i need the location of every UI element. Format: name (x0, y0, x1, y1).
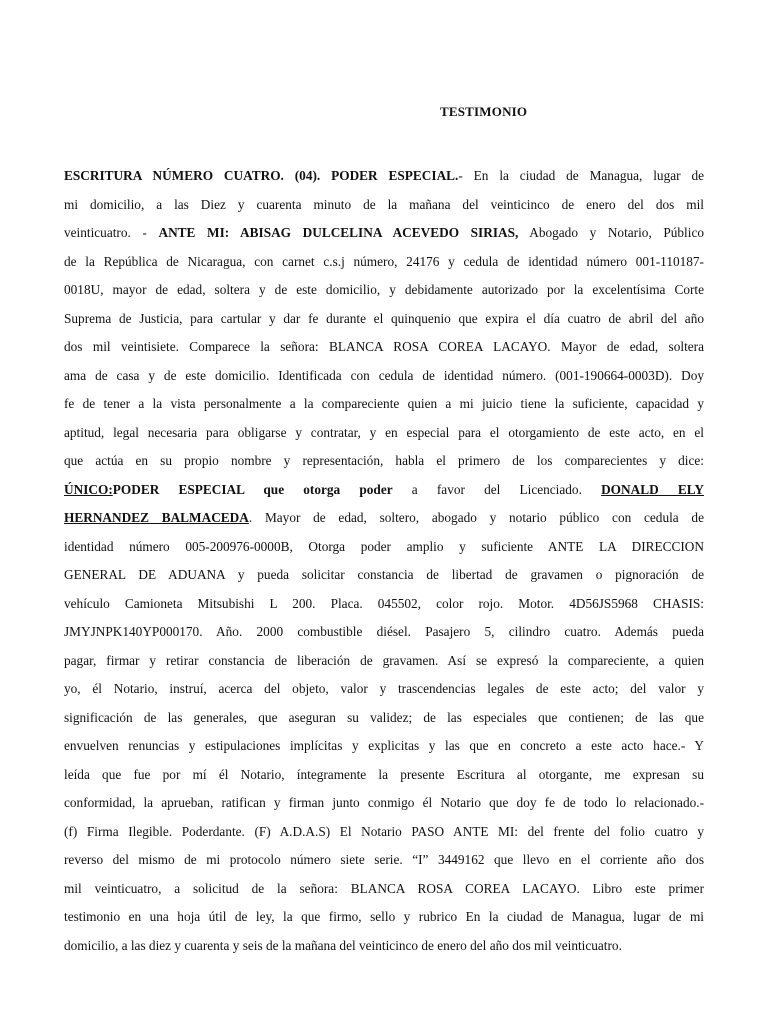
text-line (64, 539, 704, 568)
text-segment: yo, él Notario, instruí, acerca del objeto, valor y trascendencias legales de este acto; del valor y (64, 681, 704, 696)
text-line (64, 824, 704, 853)
text-line (64, 197, 704, 226)
text-line (64, 852, 704, 881)
text-segment: de la República de Nicaragua, con carnet c.s.j número, 24176 y cedula de identidad número 001-110187- (64, 253, 704, 269)
text-segment: vehículo Camioneta Mitsubishi L 200. Placa. 045502, color rojo. Motor. 4D56JS5968 CHASIS: (64, 595, 704, 611)
text-segment: dos mil veintisiete. Comparece la señora: BLANCA ROSA COREA LACAYO. Mayor de edad, soltera (64, 339, 704, 354)
text-segment: que actúa en su propio nombre y representación, habla el primero de los comparecientes y dice: (64, 453, 704, 468)
text-line (64, 225, 704, 254)
text-segment: GENERAL DE ADUANA y pueda solicitar constancia de libertad de gravamen o pignoración de (64, 567, 704, 582)
text-segment: ANTE MI: ABISAG DULCELINA ACEVEDO SIRIAS, (158, 225, 519, 240)
text-segment: Abogado y Notario, Público (518, 225, 704, 240)
text-segment: JMYJNPK140YP000170. Año. 2000 combustible diésel. Pasajero 5, cilindro cuatro. Además pueda (64, 624, 704, 639)
text-segment: ESCRITURA NÚMERO CUATRO. (04). PODER ESPECIAL. (64, 168, 459, 183)
text-segment: testimonio en una hoja útil de ley, la que firmo, sello y rubrico En la ciudad de Managua, lugar de mi (64, 909, 704, 924)
text-segment: mil veinticuatro, a solicitud de la señora: BLANCA ROSA COREA LACAYO. Libro este primer (64, 880, 704, 896)
text-segment: reverso del mismo de mi protocolo número siete serie. “I” 3449162 que llevo en el corriente año dos (64, 852, 704, 867)
document-body (64, 168, 704, 966)
text-segment: leída que fue por mí él Notario, íntegramente la presente Escritura al otorgante, me expresan su (64, 766, 704, 782)
text-segment: . Mayor de edad, soltero, abogado y notario público con cedula de (248, 510, 704, 525)
text-line (64, 938, 704, 967)
text-line (64, 681, 704, 710)
text-segment: ÚNICO: (64, 481, 113, 497)
text-line (64, 710, 704, 739)
text-line (64, 767, 704, 796)
text-segment: (f) Firma Ilegible. Poderdante. (F) A.D.A.S) El Notario PASO ANTE MI: del frente del folio cuatro y (64, 823, 704, 839)
text-segment: PODER ESPECIAL que otorga poder (112, 481, 393, 497)
text-segment: significación de las generales, que aseguran su validez; de las especiales que contienen; de las que (64, 709, 704, 725)
text-line (64, 254, 704, 283)
text-line (64, 482, 704, 511)
text-line (64, 311, 704, 340)
text-line (64, 795, 704, 824)
text-segment: pagar, firmar y retirar constancia de liberación de gravamen. Así se expresó la compareciente, a quien (64, 652, 704, 668)
text-line (64, 168, 704, 197)
text-segment: DONALD ELY (601, 481, 704, 497)
text-line (64, 738, 704, 767)
text-segment: HERNANDEZ BALMACEDA (64, 510, 249, 525)
text-segment: identidad número 005-200976-0000B, Otorga poder amplio y suficiente ANTE LA DIRECCION (64, 538, 704, 554)
text-line (64, 339, 704, 368)
text-line (64, 510, 704, 539)
text-line (64, 396, 704, 425)
text-line (64, 425, 704, 454)
text-line (64, 282, 704, 311)
text-segment: envuelven renuncias y estipulaciones implícitas y explicitas y las que en concreto a este acto hace.- Y (64, 738, 704, 753)
text-segment: fe de tener a la vista personalmente a la compareciente quien a mi juicio tiene la suficiente, capacidad y (64, 396, 704, 411)
document-title: TESTIMONIO (440, 104, 528, 119)
text-line (64, 453, 704, 482)
text-segment: ama de casa y de este domicilio. Identificada con cedula de identidad número. (001-190664-0003D). Doy (64, 367, 704, 383)
text-line (64, 909, 704, 938)
text-segment: Suprema de Justicia, para cartular y dar fe durante el quinquenio que expira el día cuatro de abril del año (64, 310, 704, 326)
text-line (64, 368, 704, 397)
text-segment: domicilio, a las diez y cuarenta y seis de la mañana del veinticinco de enero del año dos mil veinticuatro. (64, 937, 622, 953)
text-segment: veinticuatro. - (64, 225, 159, 240)
text-segment: 0018U, mayor de edad, soltera y de este domicilio, y debidamente autorizado por la excelentísima Corte (64, 282, 704, 297)
text-segment: conformidad, la aprueban, ratifican y firman junto conmigo él Notario que doy fe de todo lo relacionado.- (64, 795, 704, 810)
text-segment: mi domicilio, a las Diez y cuarenta minuto de la mañana del veinticinco de enero del dos mil (64, 196, 704, 212)
text-line (64, 624, 704, 653)
text-segment: - En la ciudad de Managua, lugar de (458, 168, 704, 183)
text-line (64, 881, 704, 910)
text-line (64, 596, 704, 625)
text-line (64, 567, 704, 596)
text-line (64, 653, 704, 682)
text-segment: aptitud, legal necesaria para obligarse y contratar, y en especial para el otorgamiento de este acto, en el (64, 424, 704, 440)
text-segment: a favor del Licenciado. (392, 481, 602, 497)
